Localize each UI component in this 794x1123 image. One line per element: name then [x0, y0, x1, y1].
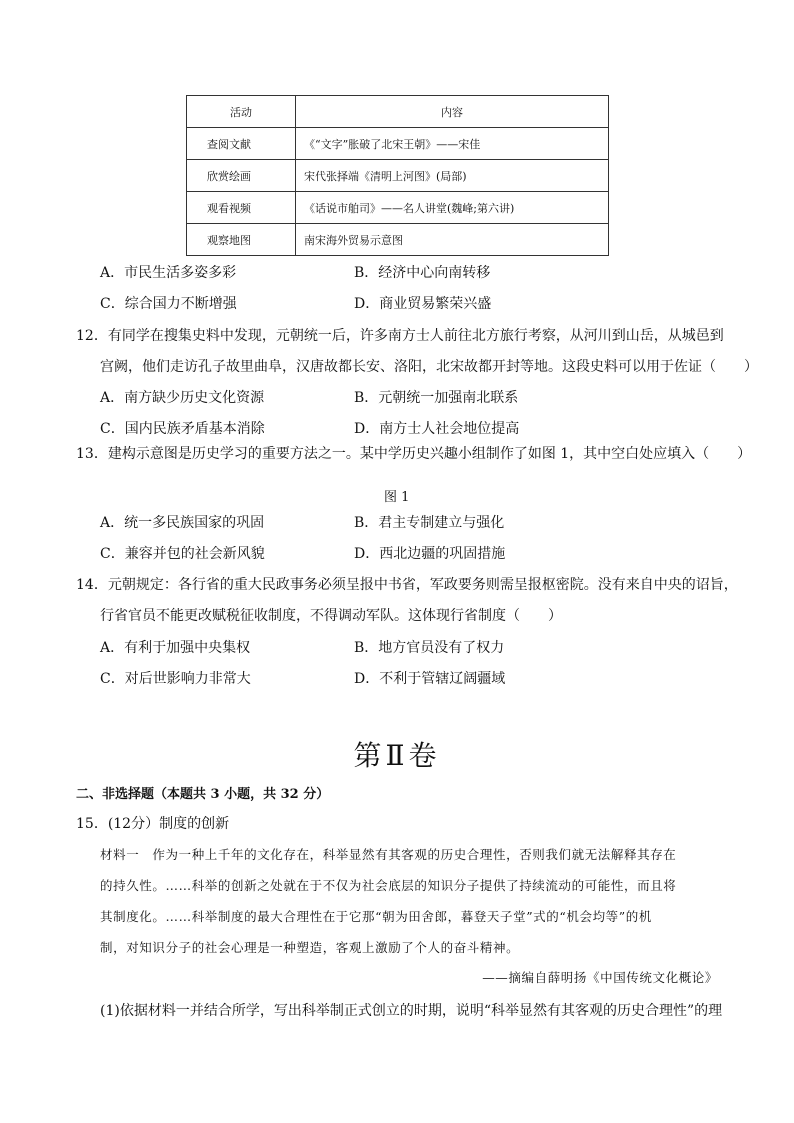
q14-option-d: D．不利于管辖辽阔疆域 — [354, 671, 506, 687]
table-cell: 《“文字”胀破了北宋王朝》——宋佳 — [296, 128, 609, 160]
q14-stem-line-1: 14．元朝规定：各行省的重大民政事务必须呈报中书省，军政要务则需呈报枢密院。没有来自中央的诏旨， — [76, 577, 738, 593]
material-line: 其制度化。……科举制度的最大合理性在于它那“朝为田舍郎，暮登天子堂”式的“机会均等”的机 — [100, 909, 652, 924]
material-line: 的持久性。……科举的创新之处就在于不仅为社会底层的知识分子提供了持续流动的可能性，而且将 — [100, 878, 677, 893]
q15-title: 15．(12分）制度的创新 — [76, 816, 230, 832]
section-title: 第Ⅱ卷 — [353, 739, 441, 772]
q11-option-a: A．市民生活多姿多彩 — [100, 265, 237, 281]
q13-option-a: A．统一多民族国家的巩固 — [100, 515, 265, 531]
table-row — [187, 160, 609, 192]
q12-option-b: B．元朝统一加强南北联系 — [354, 390, 519, 406]
q13-option-b: B．君主专制建立与强化 — [354, 515, 505, 531]
material-line: 材料一 作为一种上千年的文化存在，科举显然有其客观的历史合理性，否则我们就无法解释其存在 — [100, 847, 677, 862]
q15-subquestion-1: (1)依据材料一并结合所学，写出科举制正式创立的时期，说明“科举显然有其客观的历史合理性”的理 — [100, 1003, 723, 1019]
section-heading: 二、非选择题（本题共 3 小题，共 32 分） — [76, 787, 330, 802]
material-line: 制，对知识分子的社会心理是一种塑造，客观上激励了个人的奋斗精神。 — [100, 940, 520, 955]
q14-stem-line-2: 行省官员不能更改赋税征收制度，不得调动军队。这体现行省制度（ ） — [100, 608, 562, 624]
q13-stem: 13．建构示意图是历史学习的重要方法之一。某中学历史兴趣小组制作了如图 1，其中空白处应填入（ ） — [76, 446, 752, 462]
table-cell: 观看视频 — [187, 192, 296, 224]
table-row — [187, 192, 609, 224]
q12-stem-line-2: 宫阙，他们走访孔子故里曲阜，汉唐故都长安、洛阳，北宋故都开封等地。这段史料可以用于佐证（ ） — [100, 359, 758, 375]
table-header-row — [187, 96, 609, 128]
table-cell: 欣赏绘画 — [187, 160, 296, 192]
q12-option-a: A．南方缺少历史文化资源 — [100, 390, 265, 406]
q14-option-c: C．对后世影响力非常大 — [100, 671, 251, 687]
q12-option-d: D．南方士人社会地位提高 — [354, 421, 520, 437]
table-row — [187, 128, 609, 160]
q11-option-d: D．商业贸易繁荣兴盛 — [354, 296, 492, 312]
table-header-content: 内容 — [296, 96, 609, 128]
q13-option-d: D．西北边疆的巩固措施 — [354, 546, 506, 562]
table-cell: 观察地图 — [187, 224, 296, 256]
table-row — [187, 224, 609, 256]
table-cell: 南宋海外贸易示意图 — [296, 224, 609, 256]
q12-option-c: C．国内民族矛盾基本消除 — [100, 421, 265, 437]
figure-caption: 图 1 — [384, 490, 410, 505]
q13-option-c: C．兼容并包的社会新风貌 — [100, 546, 265, 562]
material-source: ——摘编自薛明扬《中国传统文化概论》 — [482, 970, 718, 985]
q12-stem-line-1: 12．有同学在搜集史料中发现，元朝统一后，许多南方士人前往北方旅行考察，从河川到山岳，从城邑到 — [76, 328, 724, 344]
table-header-activity: 活动 — [187, 96, 296, 128]
table-cell: 查阅文献 — [187, 128, 296, 160]
q11-option-b: B．经济中心向南转移 — [354, 265, 491, 281]
q11-option-c: C．综合国力不断增强 — [100, 296, 237, 312]
table-cell: 《话说市舶司》——名人讲堂(魏峰;第六讲) — [296, 192, 609, 224]
table-cell: 宋代张择端《清明上河图》(局部) — [296, 160, 609, 192]
q14-option-a: A．有利于加强中央集权 — [100, 640, 251, 656]
q14-option-b: B．地方官员没有了权力 — [354, 640, 505, 656]
activity-table — [186, 95, 609, 256]
